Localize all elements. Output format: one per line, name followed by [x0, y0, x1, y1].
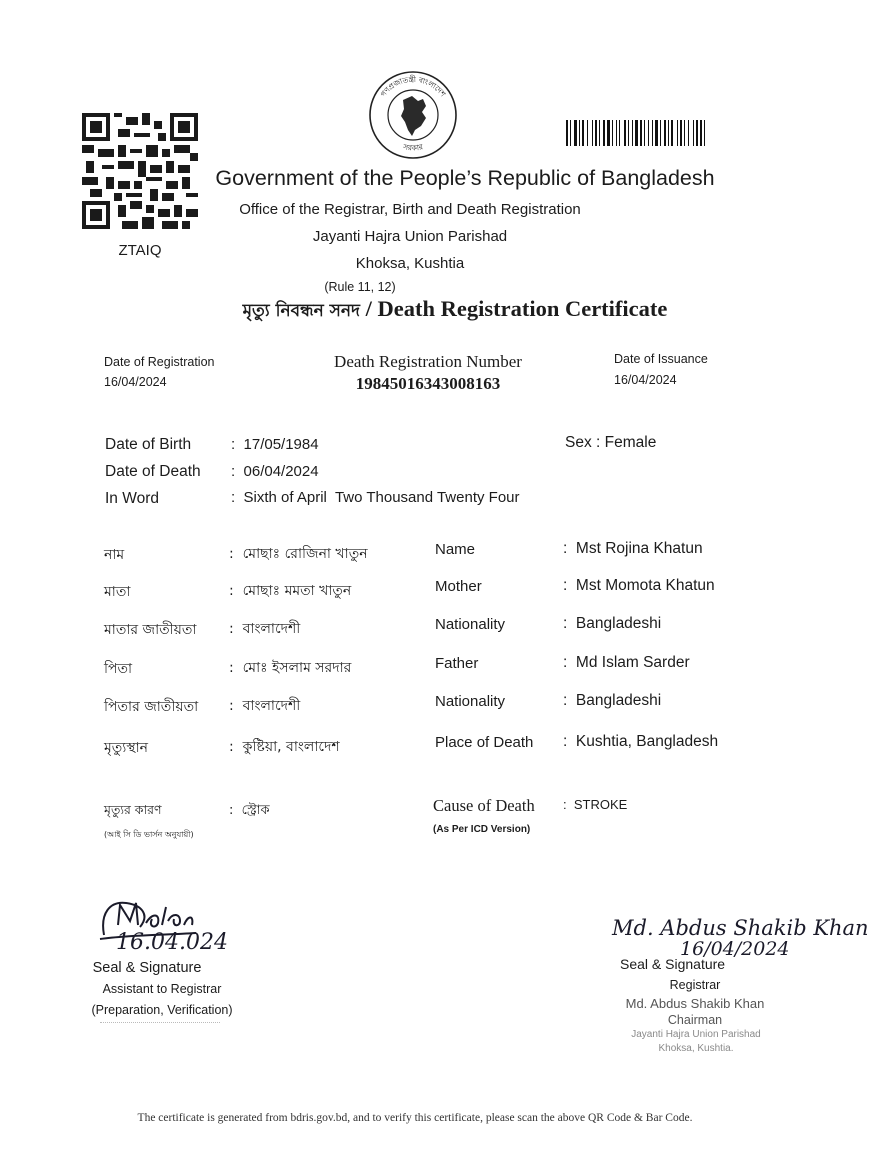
detail-en-label: [435, 693, 505, 710]
certificate-title-en: Death Registration Certificate: [377, 296, 668, 321]
date-of-registration-label: Date of Registration: [104, 355, 215, 369]
detail-bn-label-text: মাতার জাতীয়তা: [104, 622, 197, 638]
detail-bn-value-text: কুষ্টিয়া, বাংলাদেশ: [242, 739, 340, 755]
detail-bn-value-text: বাংলাদেশী: [242, 621, 301, 637]
office-title: Office of the Registrar, Birth and Death Registration: [239, 201, 581, 218]
cause-en-note: (As Per ICD Version): [433, 824, 531, 835]
detail-en-value: : Mst Rojina Khatun: [563, 540, 703, 557]
detail-bn-label-text: নাম: [104, 547, 125, 563]
cause-bn-note: (আই সি ডি ভার্সন অনুযায়ী): [104, 830, 194, 839]
right-seal-label: Seal & Signature: [620, 956, 726, 972]
detail-en-value-text: Mst Momota Khatun: [575, 577, 715, 594]
detail-bn-label-text: মাতা: [104, 584, 131, 600]
left-signature-date: 16.04.024: [116, 930, 228, 955]
certificate-title-bn: মৃত্যু নিবন্ধন সনদ: [242, 301, 360, 321]
cause-en-label: Cause of Death: [433, 796, 535, 815]
detail-en-value-text: Md Islam Sarder: [575, 654, 690, 671]
detail-en-label-text: Nationality: [435, 616, 506, 633]
emblem-text-top: গণপ্রজাতন্ত্রী বাংলাদেশ: [378, 74, 448, 99]
detail-en-label-text: Place of Death: [435, 734, 534, 751]
detail-bn-value-text: বাংলাদেশী: [242, 698, 301, 714]
union-parishad: Jayanti Hajra Union Parishad: [312, 228, 508, 245]
left-signatory-role-detail: (Preparation, Verification): [91, 1003, 233, 1017]
in-word-label: In Word: [105, 490, 159, 507]
qr-code-text: ZTAIQ: [118, 242, 162, 259]
barcode: [566, 120, 774, 146]
detail-bn-value: : মোছাঃ রোজিনা খাতুন: [229, 546, 368, 562]
detail-bn-label: [104, 543, 124, 567]
registration-number-label: Death Registration Number: [334, 352, 522, 371]
detail-bn-value-text: মোছাঃ মমতা খাতুন: [242, 583, 352, 599]
dod-label: Date of Death: [105, 463, 201, 480]
right-seal-line1: Jayanti Hajra Union Parishad: [631, 1029, 761, 1040]
detail-en-label: [435, 655, 478, 672]
date-of-issuance-value: 16/04/2024: [614, 373, 677, 387]
detail-bn-value: : মোছাঃ মমতা খাতুন: [229, 583, 352, 599]
detail-en-label: [435, 734, 533, 751]
registration-number: 19845016343008163: [355, 374, 501, 393]
detail-en-value: : Mst Momota Khatun: [563, 577, 715, 594]
detail-en-label-text: Nationality: [435, 693, 506, 710]
date-of-issuance-label: Date of Issuance: [614, 352, 708, 366]
upazila-district: Khoksa, Kushtia: [355, 255, 465, 272]
cause-bn-label: মৃত্যুর কারণ: [104, 802, 162, 817]
right-signatory-role: Registrar: [669, 978, 721, 992]
right-seal-line2: Khoksa, Kushtia.: [658, 1043, 734, 1054]
dod-value: : 06/04/2024: [231, 463, 319, 480]
cause-bn-value: : স্ট্রোক: [229, 803, 270, 818]
detail-bn-value-text: মোছাঃ রোজিনা খাতুন: [242, 546, 368, 562]
detail-bn-label: [104, 736, 148, 760]
detail-en-label-text: Mother: [435, 578, 482, 595]
detail-en-value: : Kushtia, Bangladesh: [563, 733, 719, 750]
detail-en-value: : Bangladeshi: [563, 692, 662, 709]
emblem-text-bottom: সরকার: [402, 142, 424, 153]
government-emblem: [360, 70, 466, 160]
in-word-text: Sixth of April Two Thousand Twenty Four: [243, 489, 520, 506]
dob-text: 17/05/1984: [243, 436, 319, 453]
detail-bn-label: [104, 695, 198, 719]
detail-bn-label-text: পিতা: [104, 661, 133, 677]
detail-en-label-text: Name: [435, 541, 476, 558]
in-word-value: : Sixth of April Two Thousand Twenty Four: [231, 489, 520, 506]
detail-en-value-text: Bangladeshi: [575, 615, 662, 632]
detail-en-value: : Bangladeshi: [563, 615, 662, 632]
right-signature-date: 16/04/2024: [680, 938, 790, 960]
cause-bn-text: স্ট্রোক: [241, 803, 270, 818]
detail-en-value-text: Mst Rojina Khatun: [575, 540, 703, 557]
detail-en-label: [435, 578, 482, 595]
detail-bn-label: [104, 618, 196, 642]
cause-en-text: STROKE: [573, 797, 628, 812]
detail-bn-label: [104, 657, 132, 681]
certificate-title: [160, 296, 750, 326]
dod-text: 06/04/2024: [243, 463, 319, 480]
detail-bn-value: : বাংলাদেশী: [229, 698, 301, 714]
dob-label: Date of Birth: [105, 436, 192, 453]
date-of-registration-value: 16/04/2024: [104, 375, 167, 389]
detail-en-value: : Md Islam Sarder: [563, 654, 690, 671]
detail-bn-label-text: পিতার জাতীয়তা: [104, 699, 199, 715]
right-signature-name: Md. Abdus Shakib Khan: [612, 916, 869, 940]
sex-value: Sex : Female: [565, 434, 657, 451]
rule-reference: (Rule 11, 12): [324, 280, 396, 294]
detail-bn-value: : মোঃ ইসলাম সরদার: [229, 660, 352, 676]
right-signatory-title: Chairman: [667, 1013, 723, 1027]
dob-value: : 17/05/1984: [231, 436, 319, 453]
footer-note: The certificate is generated from bdris.gov.bd, and to verify this certificate, please scan the above QR Code & Bar Code.: [137, 1112, 693, 1124]
left-seal-faded: [100, 1022, 220, 1026]
left-seal-label: Seal & Signature: [92, 960, 202, 976]
right-signatory-name: Md. Abdus Shakib Khan: [625, 996, 765, 1011]
detail-en-label: [435, 616, 505, 633]
left-signatory-role: Assistant to Registrar: [102, 982, 222, 996]
detail-en-value-text: Kushtia, Bangladesh: [575, 733, 719, 750]
detail-bn-value: : বাংলাদেশী: [229, 621, 301, 637]
title-separator: /: [365, 296, 378, 321]
detail-bn-value: : কুষ্টিয়া, বাংলাদেশ: [229, 739, 340, 755]
detail-bn-label: [104, 580, 130, 604]
government-title: Government of the People’s Republic of Bangladesh: [215, 166, 715, 190]
detail-bn-label-text: মৃত্যুস্থান: [104, 740, 149, 756]
detail-bn-value-text: মোঃ ইসলাম সরদার: [242, 660, 352, 676]
detail-en-label-text: Father: [435, 655, 479, 672]
detail-en-label: [435, 541, 475, 558]
cause-en-value: : STROKE: [563, 797, 628, 812]
detail-en-value-text: Bangladeshi: [575, 692, 662, 709]
